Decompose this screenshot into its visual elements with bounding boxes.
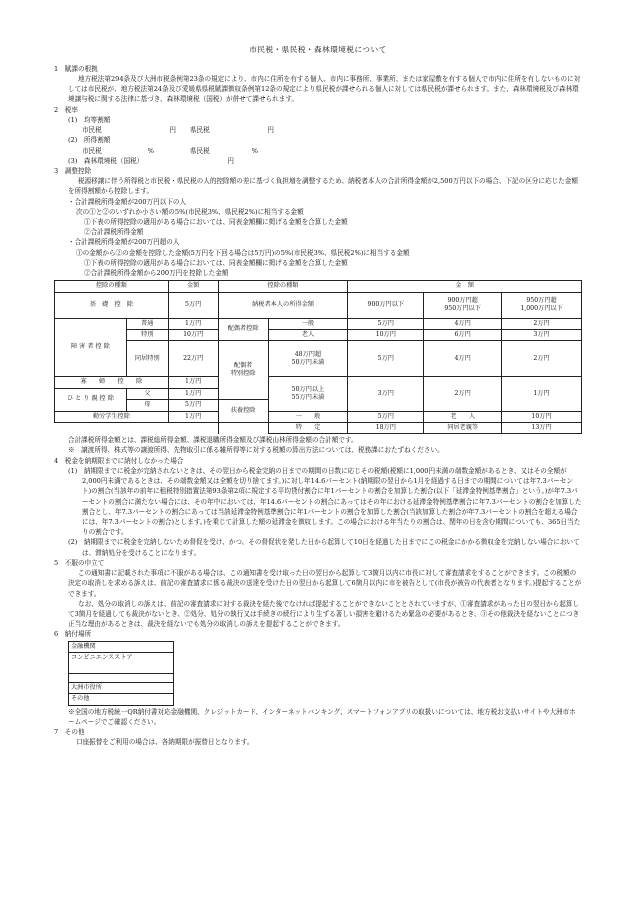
deduction-table [54,280,582,434]
table-cell: 特別 [126,330,168,341]
table-header: 控除の種類 [55,281,169,292]
table-row [55,411,582,422]
table-cell: 母 [126,400,168,411]
table-header: 950万円超 1,000万円以下 [502,292,582,318]
table-cell: 1万円 [168,388,218,399]
table-header: 控除の種類 [218,281,348,292]
case-2-item-1: ①下表の所得控除の適用がある場合においては、同表金額欄に掲げる金額を合算した金額 [84,258,348,267]
rate-row-2 [54,146,582,156]
table-cell: 障 害 者 控 除 [55,318,127,377]
table-row [69,682,174,693]
table-cell: 1万円 [168,411,218,422]
section-1-text: 地方税法第294条及び大洲市税条例第23条の規定により、市内に住所を有する個人、市内に事務所、事業所、または家屋敷を有する個人で市内に住所を有しないものに対しては市民税が、地方税法第24条及び愛媛県県税賦課徴収条例第12条の規定により県民税が課せられる個人に対しては県民税が課せられます。また、森林環境税及び森林環境譲与税に関する法律に基づき、森林環境税（国税）が併せて課せられます。 [68,74,581,104]
case-1-item-2: ②合計課税所得金額 [84,228,144,237]
table-row [69,673,174,682]
table-header: 900万円超 950万円以下 [424,292,502,318]
table-cell: 22万円 [168,341,218,377]
table-cell: 13万円 [502,422,582,433]
section-4 [54,456,582,558]
section-4-heading: 4 税金を納期限までに納付しなかった場合 [54,456,184,465]
rate-label: 県民税 [190,126,210,135]
table-cell: 特 定 [268,422,348,433]
table-header: 金 額 [348,281,582,292]
table-cell: 6万円 [424,330,502,341]
table-cell: 同居特別 [126,341,168,377]
page-title: 市民税・県民税・森林環境税について [249,45,387,54]
table-cell: ひ と り 親 控 除 [55,388,127,411]
table-cell: 5万円 [348,411,424,422]
section-7-heading: 7 その他 [54,728,85,737]
table-cell: 基 礎 控 除 [55,292,169,318]
table-cell [69,673,174,682]
table-row [69,652,174,673]
case-1-item-1: ①下表の所得控除の適用がある場合においては、同表金額欄に掲げる金額を合算した金額 [84,218,348,227]
table-cell: その他 [69,694,174,705]
case-1-formula: 次の①と②のいずれか小さい額の5%(市民税3%、県民税2%)に相当する金額 [76,207,304,216]
table-row [55,341,582,377]
case-2: ・合計課税所得金額が200万円超の人 [68,238,180,247]
section-7 [54,727,582,747]
table-cell: 一 般 [268,411,348,422]
table-cell: 5万円 [348,318,424,329]
section-4-para-1: (1) 納期限までに税金が完納されないときは、その翌日から税金完納の日までの期間の日数に応じその税額(税額に1,000円未満の端数金額があるとき、又はその全額が2,000円未満であるときは、その端数金額又は全額を切り捨てます。)に対し年14.6パーセント(納期限の翌日から1月を経過する日までの期間については年7.3パーセント)の割合(当該年の前年に租税特別措置法第93条第2項に規定する平均貸付割合に年1パーセントの割合を加算した割合(以下「延滞金特例基準割合」という。)が年7.3パーセントの割合に満たない場合には、その年中においては、年14.6パーセントの割合にあってはその年における延滞金特例基準割合に年7.3パーセントの割合を加算した割合とし、年7.3パーセントの割合にあっては当該延滞金特例基準割合に年1パーセントの割合を加算した割合(当該加算した割合が年7.3パーセントの割合を超える場合には、年7.3パーセントの割合)とします。)を乗じて計算した額の延滞金を徴収します。この場合における年当たりの割合は、閏年の日を含む期間についても、365日当たりの割合です。 [68,466,582,537]
rate-label: 県民税 [190,146,210,155]
section-3-heading: 3 調整控除 [54,166,92,175]
table-cell: 1万円 [168,318,218,329]
table-cell: 5万円 [348,341,424,377]
table-row [69,641,174,652]
case-2-item-2: ②合計課税所得金額から200万円を控除した金額 [84,269,229,278]
table-cell: 4万円 [424,318,502,329]
section-6 [54,629,582,727]
rate-item-1: (1) 均等割額 [68,115,111,124]
section-5-para-1: この通知書に記載された事項に不服がある場合は、この通知書を受け取った日の翌日から起算して3箇月以内に市長に対して審査請求をすることができます。この税額の決定の取消しを求める訴えは、前記の審査請求に係る裁決の送達を受けた日の翌日から起算して6箇月以内に市を被告として(市長が被告の代表者となります。)提起することができます。 [68,569,582,598]
table-header: 金額 [168,281,218,292]
rate-unit: 円 [169,126,176,135]
table-cell: 配偶者控除 [218,318,268,341]
table-cell: 3万円 [502,330,582,341]
section-3 [54,166,582,278]
table-cell: 10万円 [168,330,218,341]
note-1: 合計課税所得金額とは、課税総所得金額、課税退職所得金額及び課税山林所得金額の合計額です。 [68,436,358,445]
table-cell: 5万円 [168,400,218,411]
rate-label: 市民税 [82,146,102,155]
note-2: ※ 譲渡所得、株式等の譲渡所得、先物取引に係る雑所得等に対する税額の算出方法については、税務課におたずねください。 [68,446,444,455]
table-cell: 5万円 [168,292,218,318]
table-cell: 10万円 [502,411,582,422]
section-2-heading: 2 税率 [54,105,78,114]
section-1-heading: 1 賦課の根拠 [54,64,98,73]
table-cell: 同居老親等 [424,422,502,433]
table-cell: 配偶者 特別控除 [218,341,268,400]
rate-item-3 [54,156,582,166]
rate-unit: 円 [267,126,274,135]
rate-unit: % [147,146,154,155]
table-cell: 父 [126,388,168,399]
table-cell: 勤労学生控除 [55,411,169,422]
table-row [55,281,582,292]
table-cell: 1万円 [168,377,218,388]
table-cell: 2万円 [502,318,582,329]
rate-unit: % [251,146,258,155]
case-2-formula: ①の金額から②の金額を控除した金額(5万円を下回る場合は5万円)の5%(市民税3%、県民税2%)に相当する金額 [76,248,410,257]
section-7-text: 口座振替をご利用の場合は、各納期限が振替日となります。 [76,738,254,747]
table-row [55,330,582,341]
table-cell: 18万円 [348,422,424,433]
table-row [55,292,582,318]
table-cell: 2万円 [502,341,582,377]
table-cell: 普通 [126,318,168,329]
payment-place-table [68,641,174,706]
table-cell: 48万円超 50万円未満 [268,341,348,377]
section-1 [54,64,582,105]
table-cell: 老 人 [424,411,502,422]
section-5-para-2: なお、処分の取消しの訴えは、前記の審査請求に対する裁決を経た後でなければ提起することができないこととされていますが、①審査請求があった日の翌日から起算して3箇月を経過しても裁決がないとき、②処分、処分の執行又は手続きの続行により生ずる著しい損害を避けるため緊急の必要があるとき、③その他裁決を経ないことにつき正当な理由があるときは、裁決を経ないでも処分の取消しの訴えを提起することができます。 [68,599,580,629]
table-row [69,694,174,705]
rate-item-2: (2) 所得割額 [68,136,111,145]
table-cell: コンビニエンスストア [69,652,174,673]
table-cell: 金融機関 [69,641,174,652]
section-3-intro: 税源移譲に伴う所得税と市民税・県民税の人的控除額の差に基づく負担増を調整するため、納税者本人の合計所得金額が2,500万円以下の場合、下記の区分に応じた金額を所得割額から控除します。 [68,177,578,196]
section-5-heading: 5 不服の申立て [54,558,105,567]
table-cell: 一般 [268,318,348,329]
table-row [55,377,582,388]
table-cell: 大洲市役所 [69,682,174,693]
table-cell: 3万円 [348,377,424,411]
table-cell: 50万円以上 55万円未満 [268,377,348,411]
table-header: 900万円以下 [348,292,424,318]
table-row [55,318,582,329]
section-6-note: ※全国の地方税統一QR納付書対応金融機関、クレジットカード、インターネットバンキング、スマートフォンアプリの取扱いについては、地方税お支払いサイトや大洲市ホームページでご確認ください。 [68,707,576,726]
rate-row-1 [54,125,582,135]
table-row [55,422,582,433]
table-cell: 10万円 [348,330,424,341]
rate-unit: 円 [227,156,234,165]
case-1: ・合計課税所得金額が200万円以下の人 [68,197,187,206]
table-cell: 扶養控除 [218,400,268,423]
table-cell: 1万円 [502,377,582,411]
section-2 [54,105,582,166]
table-cell: 老人 [268,330,348,341]
rate-label: 市民税 [82,126,102,135]
section-6-heading: 6 納付場所 [54,630,92,639]
section-5 [54,558,582,630]
table-cell: 納税者本人の所得金額 [218,292,348,318]
rate-item-3-label: (3) 森林環境税（国税） [68,156,144,165]
section-4-para-2: (2) 納期限までに税金を完納しないため督促を受け、かつ、その督促状を発した日から起算して10日を経過した日までにこの税金にかかる徴収金を完納しない場合においては、滞納処分を受けることになります。 [68,538,580,557]
table-cell: 4万円 [424,341,502,377]
table-cell: 寡 婦 控 除 [55,377,169,388]
table-cell: 2万円 [424,377,502,411]
